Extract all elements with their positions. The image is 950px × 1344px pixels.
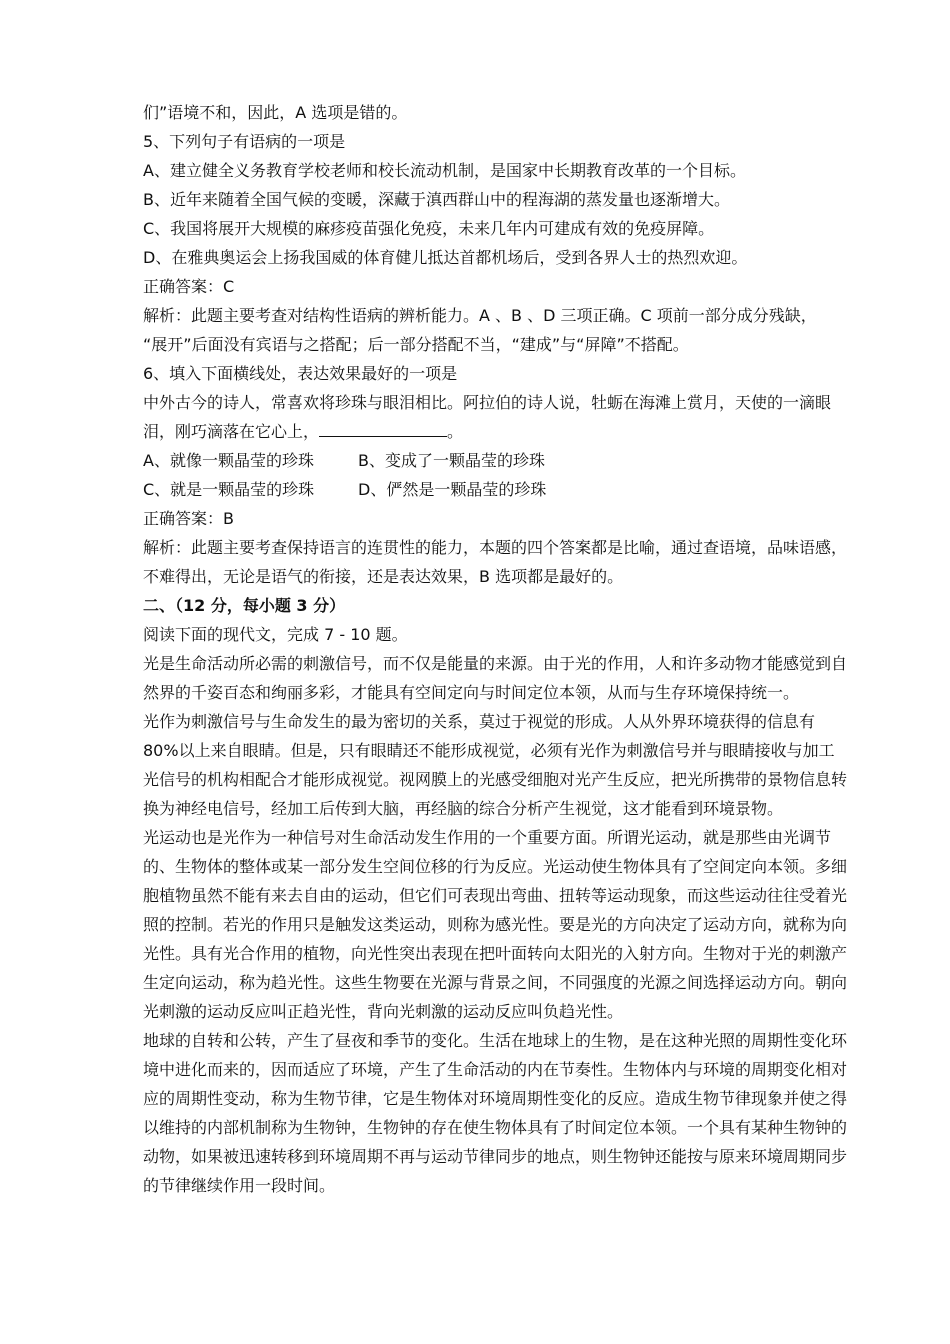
passage-p1-line-2: 然界的千姿百态和绚丽多彩，才能具有空间定向与时间定位本领，从而与生存环境保持统一。 xyxy=(143,683,800,702)
q5-option-b: B、近年来随着全国气候的变暖，深藏于滇西群山中的程海湖的蒸发量也逐渐增大。 xyxy=(143,190,730,209)
passage-p2-line-4: 换为神经电信号，经加工后传到大脑，再经脑的综合分析产生视觉，这才能看到环境景物。 xyxy=(143,799,784,818)
passage-p3-line-4: 照的控制。若光的作用只是触发这类运动，则称为感光性。要是光的方向决定了运动方向，就称为向 xyxy=(143,915,848,934)
q6-passage-line-1: 中外古今的诗人，常喜欢将珍珠与眼泪相比。阿拉伯的诗人说，牡蛎在海滩上赏月，天使的一滴眼 xyxy=(143,393,832,412)
passage-p4-line-4: 以维持的内部机制称为生物钟，生物钟的存在使生物体具有了时间定位本领。一个具有某种生物钟的 xyxy=(143,1118,848,1137)
passage-p3-line-5: 光性。具有光合作用的植物，向光性突出表现在把叶面转向太阳光的入射方向。生物对于光的刺激产 xyxy=(143,944,848,963)
passage-p3-line-3: 胞植物虽然不能有来去自由的运动，但它们可表现出弯曲、扭转等运动现象，而这些运动往往受着光 xyxy=(143,886,848,905)
passage-p4-line-6: 的节律继续作用一段时间。 xyxy=(143,1176,336,1195)
passage-p4-line-5: 动物，如果被迅速转移到环境周期不再与运动节律同步的地点，则生物钟还能按与原来环境周期同步 xyxy=(143,1147,848,1166)
passage-p4-line-3: 应的周期性变动，称为生物节律，它是生物体对环境周期性变化的反应。造成生物节律现象并使之得 xyxy=(143,1089,848,1108)
q6-stem: 6、填入下面横线处，表达效果最好的一项是 xyxy=(143,364,458,383)
passage-p3-line-6: 生定向运动，称为趋光性。这些生物要在光源与背景之间，不同强度的光源之间选择运动方向。朝向 xyxy=(143,973,848,992)
q5-analysis-line-2: “展开”后面没有宾语与之搭配；后一部分搭配不当，“建成”与“屏障”不搭配。 xyxy=(143,335,689,354)
section-2-instruction: 阅读下面的现代文，完成 7 - 10 题。 xyxy=(143,625,408,644)
q5-analysis-line-1: 解析：此题主要考查对结构性语病的辨析能力。A 、B 、D 三项正确。C 项前一部分成分残缺， xyxy=(143,306,817,325)
passage-p3-line-1: 光运动也是光作为一种信号对生命活动发生作用的一个重要方面。所谓光运动，就是那些由光调节 xyxy=(143,828,832,847)
fill-in-blank xyxy=(319,418,447,437)
q6-option-a: A、就像一颗晶莹的珍珠 xyxy=(143,451,314,470)
passage-p3-line-7: 光刺激的运动反应叫正趋光性，背向光刺激的运动反应叫负趋光性。 xyxy=(143,1002,624,1021)
q6-option-b: B、变成了一颗晶莹的珍珠 xyxy=(358,451,545,470)
q6-passage-text: 泪，刚巧滴落在它心上， xyxy=(143,422,320,441)
q6-option-d: D、俨然是一颗晶莹的珍珠 xyxy=(358,480,547,499)
q6-answer: 正确答案：B xyxy=(143,509,234,528)
q6-analysis-line-1: 解析：此题主要考查保持语言的连贯性的能力，本题的四个答案都是比喻，通过查语境，品味语感， xyxy=(143,538,848,557)
q6-options-row-1 xyxy=(143,446,895,475)
passage-p1-line-1: 光是生命活动所必需的刺激信号，而不仅是能量的来源。由于光的作用，人和许多动物才能感觉到自 xyxy=(143,654,848,673)
passage-p4-line-2: 境中进化而来的，因而适应了环境，产生了生命活动的内在节奏性。生物体内与环境的周期变化相对 xyxy=(143,1060,848,1079)
q5-stem: 5、下列句子有语病的一项是 xyxy=(143,132,346,151)
q6-option-c: C、就是一颗晶莹的珍珠 xyxy=(143,480,315,499)
q5-option-a: A、建立健全义务教育学校老师和校长流动机制，是国家中长期教育改革的一个目标。 xyxy=(143,161,746,180)
q6-passage-end: 。 xyxy=(447,422,464,441)
q5-option-d: D、在雅典奥运会上扬我国威的体育健儿抵达首都机场后，受到各界人士的热烈欢迎。 xyxy=(143,248,748,267)
q5-option-c: C、我国将展开大规模的麻疹疫苗强化免疫，未来几年内可建成有效的免疫屏障。 xyxy=(143,219,715,238)
section-2-heading: 二、（12 分，每小题 3 分） xyxy=(143,596,346,615)
q5-answer: 正确答案：C xyxy=(143,277,235,296)
passage-p4-line-1: 地球的自转和公转，产生了昼夜和季节的变化。生活在地球上的生物，是在这种光照的周期性变化环 xyxy=(143,1031,848,1050)
q6-passage-line-2 xyxy=(143,417,895,446)
q6-options-row-2 xyxy=(143,475,895,504)
passage-p2-line-1: 光作为刺激信号与生命发生的最为密切的关系，莫过于视觉的形成。人从外界环境获得的信息有 xyxy=(143,712,816,731)
text-column xyxy=(143,98,895,1200)
passage-p2-line-3: 光信号的机构相配合才能形成视觉。视网膜上的光感受细胞对光产生反应，把光所携带的景物信息转 xyxy=(143,770,848,789)
q6-analysis-line-2: 不难得出，无论是语气的衔接，还是表达效果，B 选项都是最好的。 xyxy=(143,567,624,586)
q4-analysis-tail: 们”语境不和，因此，A 选项是错的。 xyxy=(143,103,408,122)
passage-p3-line-2: 的、生物体的整体或某一部分发生空间位移的行为反应。光运动使生物体具有了空间定向本领。多细 xyxy=(143,857,848,876)
passage-p2-line-2: 80%以上来自眼睛。但是，只有眼睛还不能形成视觉，必须有光作为刺激信号并与眼睛接收与加工 xyxy=(143,741,835,760)
